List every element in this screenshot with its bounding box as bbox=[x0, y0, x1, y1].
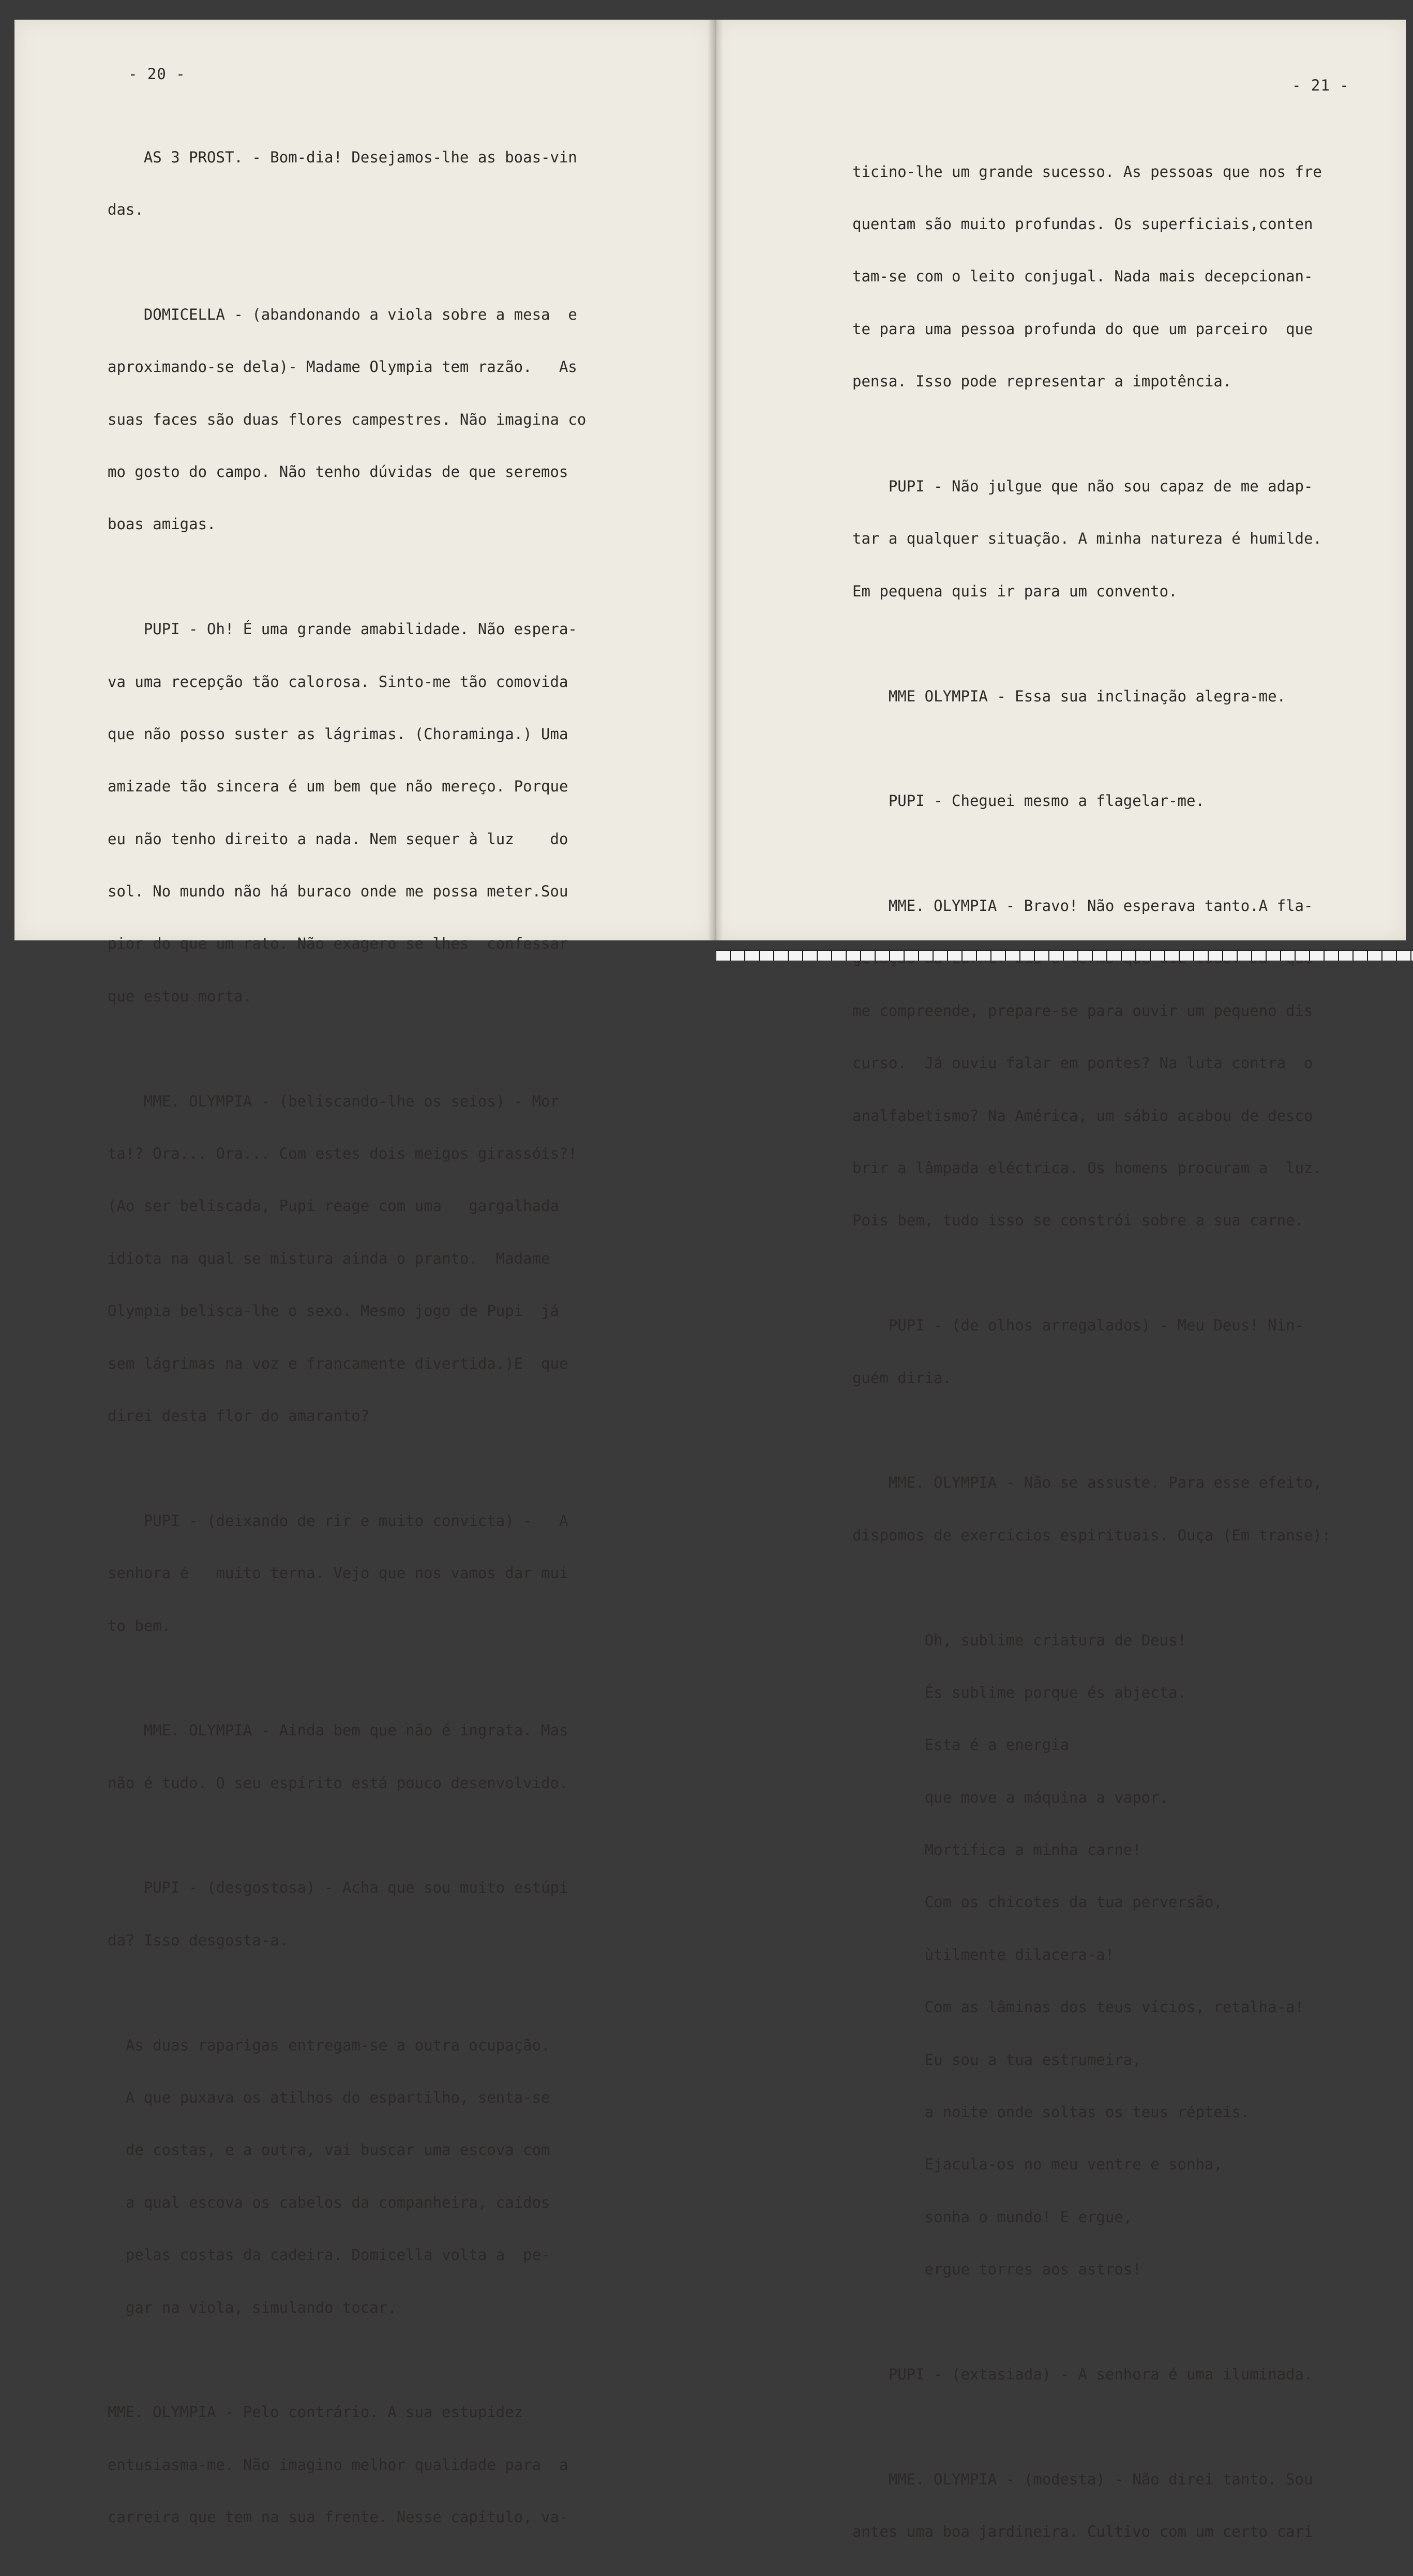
text-line: analfabetismo? Na América, um sábio acabou de desco bbox=[852, 1106, 1313, 1125]
text-line: pensa. Isso pode representar a impotência. bbox=[852, 372, 1232, 391]
text-line: a qual escova os cabelos da companheira, caídos bbox=[108, 2193, 550, 2211]
text-line: AS 3 PROST. - Bom-dia! Desejamos-lhe as boas-vin bbox=[108, 148, 577, 166]
text-line: MME. OLYMPIA - (beliscando-lhe os seios) - Mor bbox=[108, 1092, 559, 1110]
text-line: MME. OLYMPIA - Ainda bem que não é ingrata. Mas bbox=[108, 1721, 568, 1740]
text-line: to bem. bbox=[108, 1616, 171, 1635]
text-line: guém diria. bbox=[852, 1369, 952, 1387]
text-line: Com os chicotes da tua perversão, bbox=[852, 1893, 1223, 1911]
text-line: pior do que um rato. Não exagero se lhes confessar bbox=[108, 935, 568, 953]
text-line: sonha o mundo! E ergue, bbox=[852, 2208, 1133, 2226]
text-line: a noite onde soltas os teus répteis. bbox=[852, 2103, 1250, 2121]
page-number: - 21 - bbox=[1292, 77, 1349, 94]
text-line: PUPI - (extasiada) - A senhora é uma iluminada. bbox=[852, 2365, 1313, 2383]
text-line: aproximando-se dela)- Madame Olympia tem razão. As bbox=[108, 358, 577, 376]
text-line: tam-se com o leito conjugal. Nada mais decepcionan- bbox=[852, 267, 1313, 286]
text-line: Eu sou a tua estrumeira, bbox=[852, 2050, 1141, 2069]
text-line: boas amigas. bbox=[108, 515, 216, 533]
page-number: - 20 - bbox=[128, 65, 186, 83]
text-line: carreira que tem na sua frente. Nesse capítulo, va- bbox=[108, 2508, 568, 2526]
text-line bbox=[108, 253, 586, 271]
text-line: sem lágrimas na voz e francamente divertida.)E que bbox=[108, 1354, 568, 1372]
text-line: ergue torres aos astros! bbox=[852, 2260, 1141, 2279]
text-line: PUPI - Cheguei mesmo a flagelar-me. bbox=[852, 792, 1205, 810]
text-line bbox=[852, 740, 1331, 758]
book-spread bbox=[14, 20, 1406, 2541]
text-line: curso. Já ouviu falar em pontes? Na luta contra o bbox=[852, 1054, 1313, 1072]
text-line: gar na viola, simulando tocar. bbox=[108, 2298, 397, 2316]
text-line: pelas costas da cadeira. Domicella volta a pe- bbox=[108, 2246, 550, 2264]
text-line: suas faces são duas flores campestres. Não imagina co bbox=[108, 410, 587, 428]
text-line bbox=[108, 1984, 586, 2002]
text-line: que estou morta. bbox=[108, 987, 252, 1005]
text-line: Esta é a energia bbox=[852, 1736, 1070, 1754]
text-line: MME. OLYMPIA - Bravo! Não esperava tanto.A fla- bbox=[852, 897, 1313, 915]
text-line: MME. OLYMPIA - (modesta) - Não direi tanto. Sou bbox=[852, 2470, 1313, 2488]
text-line: senhora é muito terna. Vejo que nos vamos dar mui bbox=[108, 1564, 568, 1582]
text-line: não é tudo. O seu espírito está pouco desenvolvido. bbox=[108, 1774, 568, 1792]
text-line: MME OLYMPIA - Essa sua inclinação alegra-me. bbox=[852, 687, 1286, 705]
right-page bbox=[714, 20, 1406, 2541]
text-line: ta!? Ora... Ora... Com estes dois meigos girassóis?! bbox=[108, 1145, 577, 1163]
text-line: MME. OLYMPIA - Não se assuste. Para esse efeito, bbox=[852, 1474, 1322, 1492]
text-line: Olympia belisca-lhe o sexo. Mesmo jogo de Pupi já bbox=[108, 1302, 559, 1320]
text-line bbox=[108, 2352, 586, 2369]
text-line: tar a qualquer situação. A minha natureza é humilde. bbox=[852, 530, 1322, 548]
text-line bbox=[108, 1670, 586, 1687]
text-line: As duas raparigas entregam-se a outra ocupação. bbox=[108, 2036, 550, 2054]
text-line: ùtilmente dilacera-a! bbox=[852, 1945, 1115, 1964]
text-line: A que puxava os atilhos do espartilho, senta-se bbox=[108, 2089, 550, 2107]
text-line: eu não tenho direito a nada. Nem sequer à luz do bbox=[108, 830, 568, 848]
text-line bbox=[852, 845, 1331, 863]
left-page bbox=[14, 20, 714, 2526]
text-line: antes uma boa jardineira. Cultivo com um certo cari bbox=[852, 2523, 1313, 2541]
text-line bbox=[108, 1040, 586, 1058]
text-line: entusiasma-me. Não imagino melhor qualidade para a bbox=[108, 2455, 568, 2474]
text-line bbox=[852, 635, 1331, 653]
text-line bbox=[852, 1579, 1331, 1597]
text-line: Pois bem, tudo isso se constrói sobre a sua carne. bbox=[852, 1211, 1304, 1230]
text-line: Em pequena quis ir para um convento. bbox=[852, 582, 1178, 600]
text-line: me compreende, prepare-se para ouvir um pequeno dis bbox=[852, 1001, 1313, 1020]
text-line: PUPI - (de olhos arregalados) - Meu Deus! Nin- bbox=[852, 1316, 1304, 1335]
text-line bbox=[852, 2418, 1331, 2436]
text-line bbox=[108, 1460, 586, 1477]
text-line: PUPI - Não julgue que não sou capaz de me adap- bbox=[852, 477, 1313, 495]
text-line: que não posso suster as lágrimas. (Choraminga.) Uma bbox=[108, 725, 568, 743]
text-line: va uma recepção tão calorosa. Sinto-me tão comovida bbox=[108, 672, 568, 691]
text-line: PUPI - (desgostosa) - Acha que sou muito estúpi bbox=[108, 1879, 568, 1897]
text-line bbox=[852, 1265, 1331, 1282]
scale-ruler bbox=[716, 950, 1413, 961]
text-line: sol. No mundo não há buraco onde me possa meter.Sou bbox=[108, 882, 568, 901]
text-line: que move a máquina a vapor. bbox=[852, 1788, 1169, 1806]
text-line bbox=[108, 568, 586, 586]
text-line: Com as lâminas dos teus vícios, retalha-a! bbox=[852, 1998, 1304, 2016]
book-gutter bbox=[708, 20, 723, 940]
text-line: MME. OLYMPIA - Pelo contrário. A sua estupidez bbox=[108, 2403, 523, 2421]
text-line: dispomos de exercícios espirituais. Ouça (Em transe): bbox=[852, 1526, 1331, 1544]
text-line: de costas, e a outra, vai buscar uma escova com bbox=[108, 2141, 550, 2159]
page-text bbox=[108, 114, 586, 2562]
text-line: da? Isso desgosta-a. bbox=[108, 1931, 289, 1949]
text-line: Ejacula-os no meu ventre e sonha, bbox=[852, 2155, 1223, 2174]
text-line: Mortifica a minha carne! bbox=[852, 1841, 1141, 1859]
text-line: das. bbox=[108, 200, 144, 218]
text-line: quentam são muito profundas. Os superficiais,conten bbox=[852, 215, 1313, 233]
text-line: És sublime porque és abjecta. bbox=[852, 1683, 1187, 1701]
text-line: te para uma pessoa profunda do que um parceiro que bbox=[852, 320, 1313, 338]
text-line: Oh, sublime criatura de Deus! bbox=[852, 1631, 1187, 1649]
text-line: DOMICELLA - (abandonando a viola sobre a mesa e bbox=[108, 305, 577, 323]
text-line bbox=[852, 2314, 1331, 2331]
page-text bbox=[852, 128, 1331, 2576]
text-line: PUPI - Oh! É uma grande amabilidade. Não espera- bbox=[108, 620, 577, 638]
text-line: mo gosto do campo. Não tenho dúvidas de que seremos bbox=[108, 462, 568, 481]
text-line bbox=[852, 426, 1331, 443]
text-line: PUPI - (deixando de rir e muito convicta) - A bbox=[108, 1511, 568, 1530]
text-line: ticino-lhe um grande sucesso. As pessoas que nos fre bbox=[852, 162, 1322, 181]
text-line: direi desta flor do amaranto? bbox=[108, 1406, 370, 1425]
text-line: amizade tão sincera é um bem que não mereço. Porque bbox=[108, 777, 568, 796]
text-line bbox=[852, 1422, 1331, 1440]
text-line: brir a lâmpada eléctrica. Os homens procuram a luz. bbox=[852, 1159, 1322, 1177]
text-line: idiota na qual se mistura ainda o pranto. Madame bbox=[108, 1249, 550, 1267]
text-line: (Ao ser beliscada, Pupi reage com uma gargalhada bbox=[108, 1197, 559, 1215]
text-line bbox=[108, 1827, 586, 1845]
